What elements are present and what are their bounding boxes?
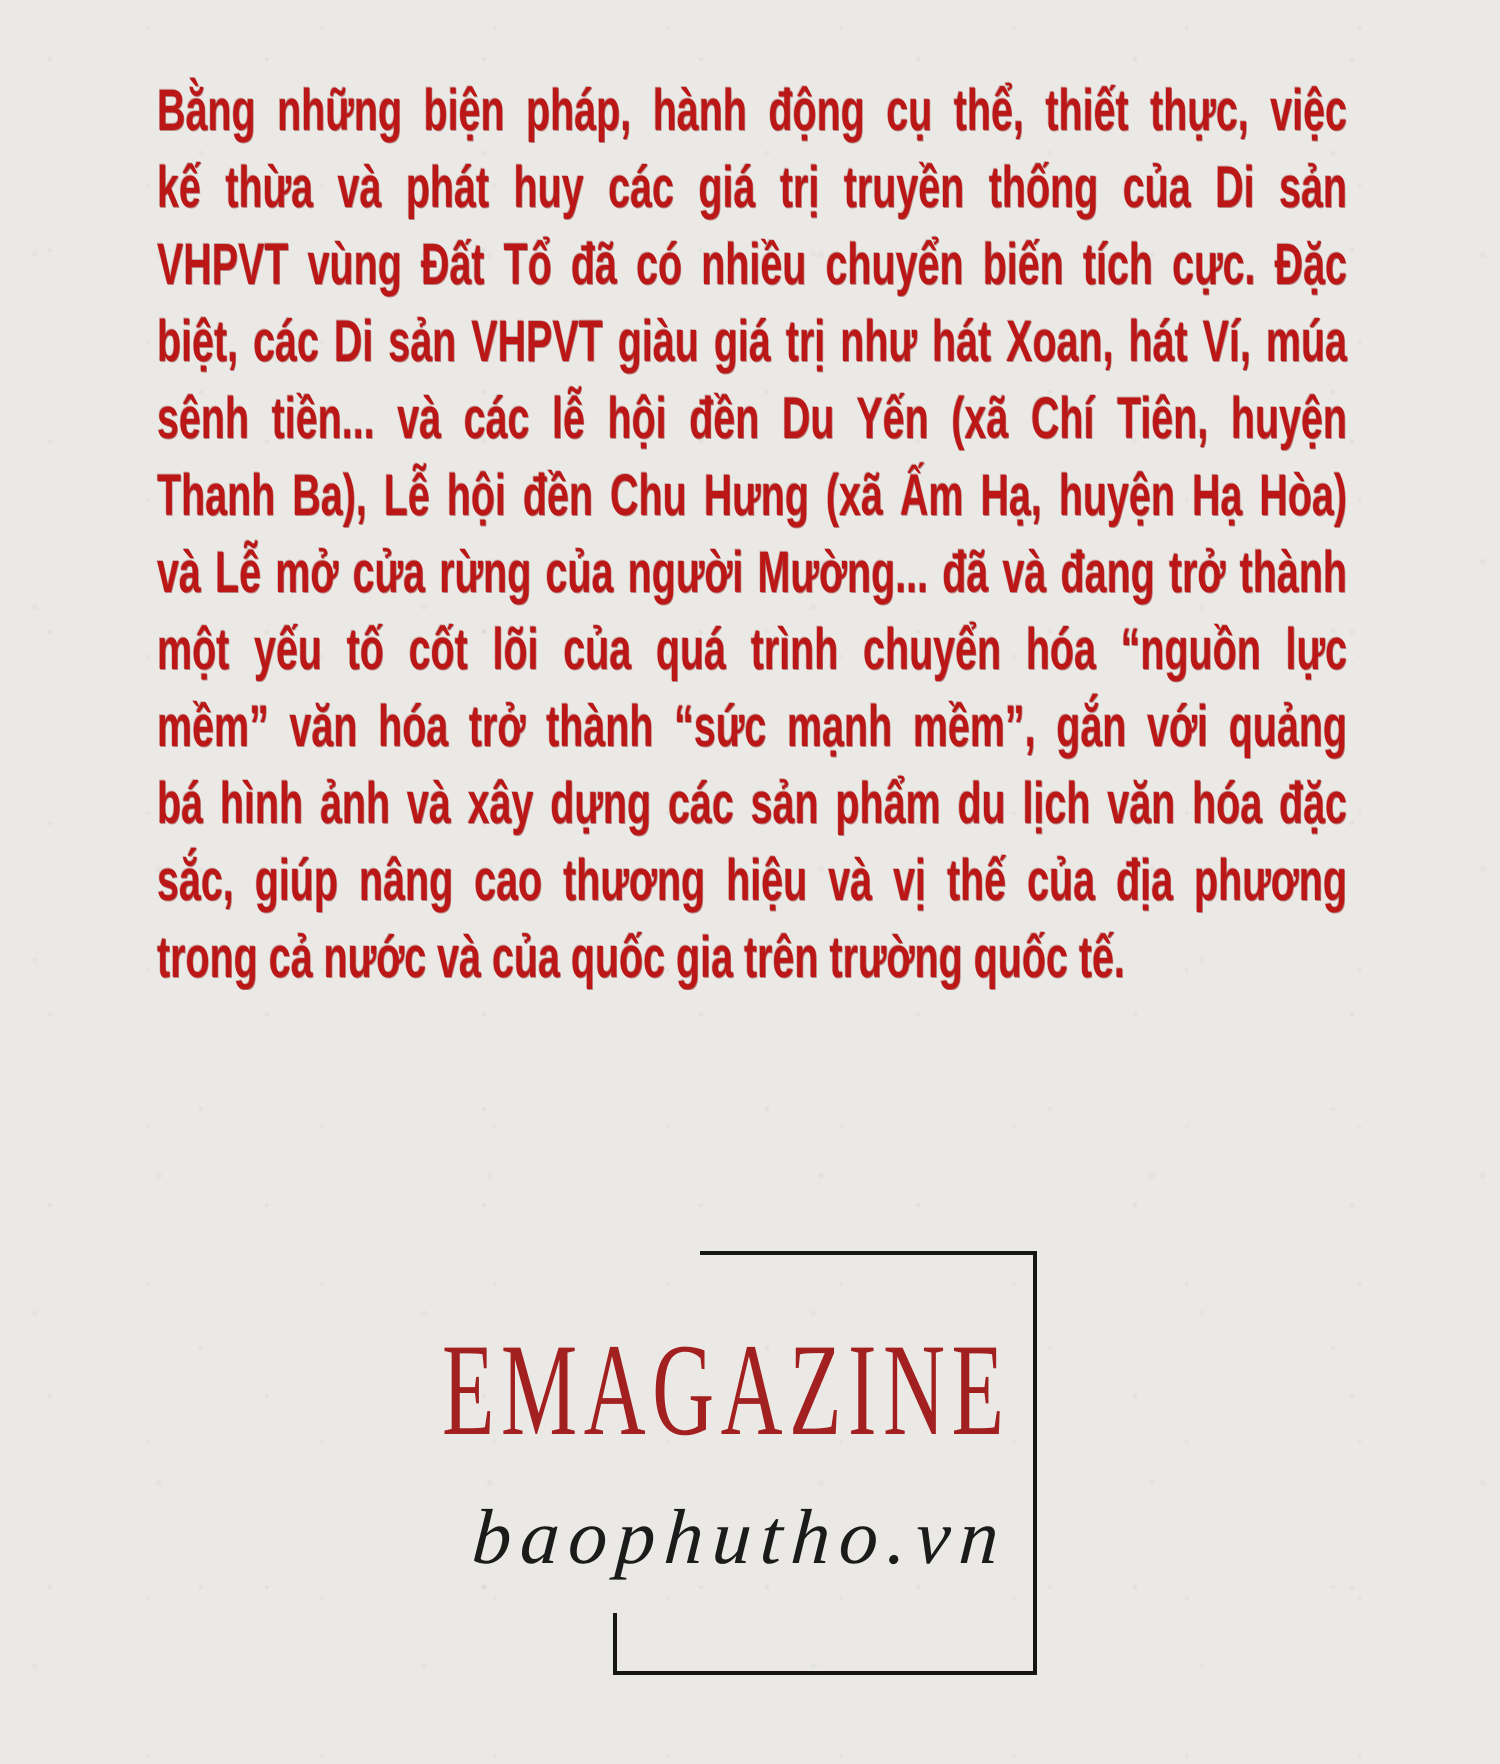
logo-frame-right-line (1033, 1251, 1037, 1675)
paragraph-line: kế thừa và phát huy các giá trị truyền thống của Di sản (157, 155, 1347, 220)
paragraph-line: mềm” văn hóa trở thành “sức mạnh mềm”, gắn với quảng (157, 694, 1347, 759)
paragraph-line: sênh tiền... và các lễ hội đền Du Yến (xã Chí Tiên, huyện (157, 386, 1347, 451)
paragraph-line: trong cả nước và của quốc gia trên trường quốc tế. (157, 925, 1125, 990)
paragraph-line: sắc, giúp nâng cao thương hiệu và vị thế của địa phương (157, 848, 1347, 913)
logo-frame-bottom-line (613, 1671, 1037, 1675)
paragraph-line: Thanh Ba), Lễ hội đền Chu Hưng (xã Ấm Hạ, huyện Hạ Hòa) (157, 463, 1347, 528)
website-script-text: baophutho.vn (469, 1493, 1011, 1580)
logo-frame-left-stub-line (613, 1613, 617, 1675)
article-paragraph (157, 72, 1347, 996)
paragraph-line: VHPVT vùng Đất Tổ đã có nhiều chuyển biến tích cực. Đặc (157, 232, 1347, 297)
paragraph-line: một yếu tố cốt lõi của quá trình chuyển hóa “nguồn lực (157, 617, 1347, 682)
paragraph-line: và Lễ mở cửa rừng của người Mường... đã và đang trở thành (157, 540, 1347, 605)
paragraph-line: biệt, các Di sản VHPVT giàu giá trị như hát Xoan, hát Ví, múa (157, 309, 1347, 374)
emagazine-wordmark: EMAGAZINE (442, 1316, 1011, 1463)
logo-frame-top-line (700, 1251, 1037, 1255)
paragraph-line: bá hình ảnh và xây dựng các sản phẩm du lịch văn hóa đặc (157, 771, 1347, 836)
paragraph-line: Bằng những biện pháp, hành động cụ thể, thiết thực, việc (157, 78, 1347, 143)
